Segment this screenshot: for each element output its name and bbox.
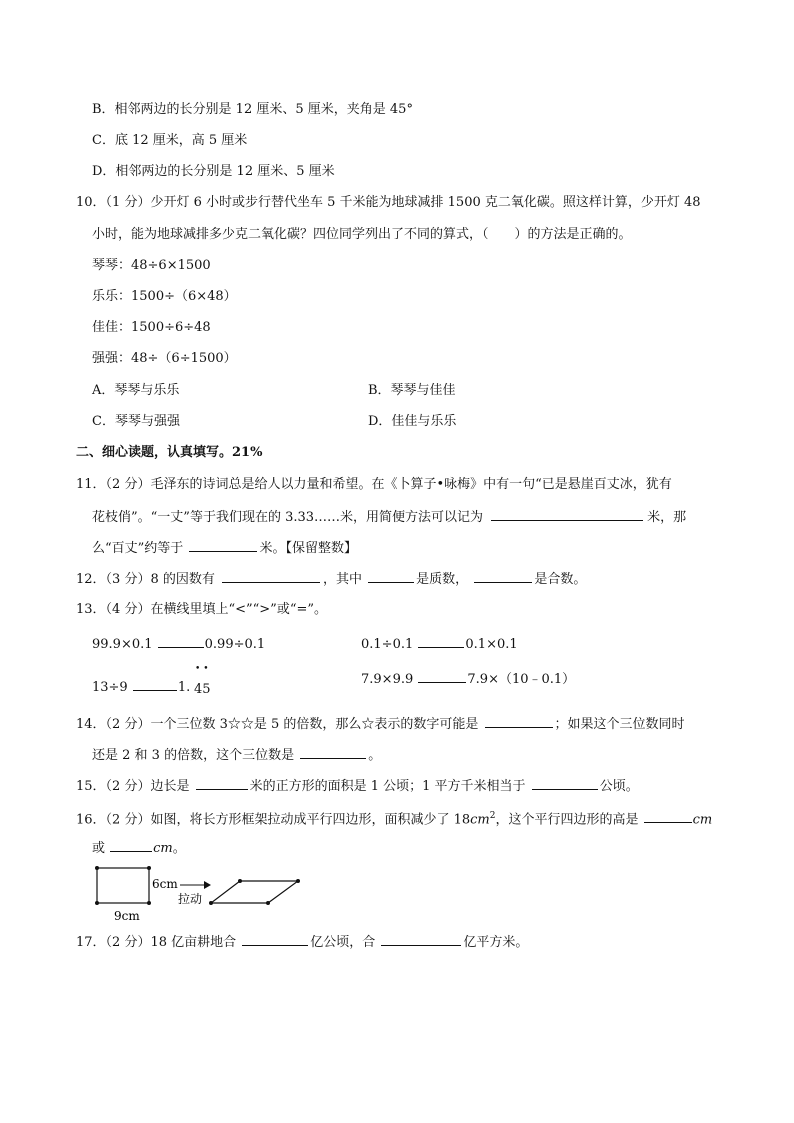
q16-line1 bbox=[76, 806, 712, 830]
q12-blank-2[interactable] bbox=[368, 568, 414, 583]
q16-area-unit: cm bbox=[470, 812, 490, 828]
parallelogram-vertex bbox=[209, 901, 213, 905]
q11-line2-text: 花枝俏”。“一丈”等于我们现在的 3.33……米，用简便方法可以记为 bbox=[92, 510, 484, 525]
q15-text-a: 15．（2 分）边长是 bbox=[76, 779, 190, 794]
q10-formula-qiangqiang: 强强：48÷（6÷1500） bbox=[92, 351, 237, 366]
q14-blank-1[interactable] bbox=[485, 713, 553, 728]
repeating-decimal-dots: •• bbox=[195, 664, 212, 674]
rectangle-vertex bbox=[147, 866, 151, 870]
q13-expr-2-left: 0.1÷0.1 bbox=[361, 637, 414, 652]
q13-title: 13．（4 分）在横线里填上“<”“>”或“=”。 bbox=[76, 602, 327, 617]
q12-blank-3[interactable] bbox=[474, 568, 532, 583]
q13-blank-2[interactable] bbox=[418, 633, 464, 648]
q13-expr-3-right: 1. bbox=[177, 680, 191, 695]
q10-stem-line1: 10．（1 分）少开灯 6 小时或步行替代坐车 5 千米能为地球减排 1500 克二氧化碳。照这样计算，少开灯 48 bbox=[76, 195, 701, 210]
q16-blank-1[interactable] bbox=[644, 808, 692, 823]
q17-blank-1[interactable] bbox=[242, 931, 308, 946]
figure-height-label: 6cm bbox=[152, 877, 178, 891]
q15-blank-2[interactable] bbox=[532, 775, 598, 790]
parallelogram-vertex bbox=[296, 879, 300, 883]
q11-line1: 11．（2 分）毛泽东的诗词总是给人以力量和希望。在《卜算子•咏梅》中有一句“已是悬崖百丈冰，犹有 bbox=[76, 477, 672, 492]
q12-blank-1[interactable] bbox=[222, 568, 320, 583]
section-2-heading: 二、细心读题，认真填写。21% bbox=[76, 445, 263, 460]
figure-width-label: 9cm bbox=[114, 909, 140, 923]
q15-line bbox=[76, 775, 639, 797]
q12-text-c: 是质数， bbox=[416, 572, 469, 587]
q11-line3-text: 么“百丈”约等于 bbox=[92, 541, 184, 556]
q14-blank-2[interactable] bbox=[300, 744, 366, 759]
q10-formula-qinqin: 琴琴：48÷6×1500 bbox=[92, 258, 211, 273]
q11-blank-2[interactable] bbox=[189, 537, 257, 552]
rectangle-to-parallelogram-figure bbox=[88, 860, 318, 924]
q15-text-b: 米的正方形的面积是 1 公顷；1 平方千米相当于 bbox=[249, 779, 526, 794]
q13-blank-1[interactable] bbox=[158, 633, 204, 648]
q12-line bbox=[76, 568, 586, 590]
q17-text-a: 17．（2 分）18 亿亩耕地合 bbox=[76, 935, 237, 950]
q16-line2 bbox=[92, 837, 186, 859]
rectangle-vertex bbox=[95, 901, 99, 905]
q9-option-b: B．相邻两边的长分别是 12 厘米、5 厘米，夹角是 45° bbox=[92, 102, 413, 117]
q15-blank-1[interactable] bbox=[196, 775, 248, 790]
q11-line3 bbox=[92, 537, 357, 559]
q14-line1-tail: ；如果这个三位数同时 bbox=[554, 717, 685, 732]
q10-stem-line2: 小时，能为地球减排多少克二氧化碳？四位同学列出了不同的算式，（ ）的方法是正确的。 bbox=[92, 227, 632, 242]
q13-expr-4 bbox=[361, 668, 575, 690]
q13-expr-3-left: 13÷9 bbox=[92, 680, 128, 695]
parallelogram-frame bbox=[211, 881, 298, 903]
q13-expr-1-right: 0.99÷0.1 bbox=[204, 637, 266, 652]
q13-expr-2-right: 0.1×0.1 bbox=[465, 637, 518, 652]
q12-text-d: 是合数。 bbox=[534, 572, 587, 587]
q10-formula-lele: 乐乐：1500÷（6×48） bbox=[92, 289, 237, 304]
q10-option-b: B．琴琴与佳佳 bbox=[368, 383, 456, 398]
q11-line2-tail: 米，那 bbox=[647, 510, 687, 525]
figure-action-label: 拉动 bbox=[178, 892, 203, 906]
q14-line1 bbox=[76, 713, 685, 735]
q13-expr-2 bbox=[361, 633, 518, 655]
q17-text-b: 亿公顷，合 bbox=[310, 935, 376, 950]
pull-arrow-icon bbox=[204, 881, 211, 889]
q13-repeating-digits: 45 bbox=[194, 682, 211, 697]
q13-expr-4-left: 7.9×9.9 bbox=[361, 672, 414, 687]
rectangle-frame bbox=[97, 868, 149, 903]
q12-text-b: ，其中 bbox=[323, 572, 363, 587]
q14-line2 bbox=[92, 744, 381, 766]
q16-unit-2: cm bbox=[153, 841, 173, 856]
q13-blank-4[interactable] bbox=[418, 668, 466, 683]
q13-expr-3 bbox=[92, 676, 190, 698]
q9-option-d: D．相邻两边的长分别是 12 厘米、5 厘米 bbox=[92, 164, 335, 179]
q16-area-unit-exponent: 2 bbox=[489, 811, 496, 821]
q14-line2-tail: 。 bbox=[368, 748, 382, 763]
q10-formula-jiajia: 佳佳：1500÷6÷48 bbox=[92, 320, 211, 335]
q16-blank-2[interactable] bbox=[110, 837, 152, 852]
q16-line2-text: 或 bbox=[92, 841, 106, 856]
q17-line bbox=[76, 931, 528, 953]
q14-line1-text: 14．（2 分）一个三位数 3☆☆是 5 的倍数，那么☆表示的数字可能是 bbox=[76, 717, 479, 732]
q15-text-c: 公顷。 bbox=[599, 779, 639, 794]
q16-unit-1: cm bbox=[692, 812, 713, 828]
q9-option-c: C．底 12 厘米，高 5 厘米 bbox=[92, 133, 248, 148]
q14-line2-text: 还是 2 和 3 的倍数，这个三位数是 bbox=[92, 748, 295, 763]
q11-line3-tail: 米。【保留整数】 bbox=[259, 541, 357, 556]
q11-blank-1[interactable] bbox=[491, 506, 643, 521]
parallelogram-vertex bbox=[238, 879, 242, 883]
q13-blank-3[interactable] bbox=[133, 676, 177, 691]
q12-text-a: 12．（3 分）8 的因数有 bbox=[76, 572, 215, 587]
q16-line1-mid: ，这个平行四边形的高是 bbox=[495, 812, 639, 828]
q17-text-c: 亿平方米。 bbox=[463, 935, 529, 950]
q10-option-d: D．佳佳与乐乐 bbox=[368, 414, 457, 429]
q17-blank-2[interactable] bbox=[381, 931, 461, 946]
q16-line2-tail: 。 bbox=[172, 841, 186, 856]
q13-expr-4-right: 7.9×（10﹣0.1） bbox=[467, 672, 576, 687]
q10-option-c: C．琴琴与强强 bbox=[92, 414, 180, 429]
q13-expr-1-left: 99.9×0.1 bbox=[92, 637, 153, 652]
rectangle-vertex bbox=[147, 901, 151, 905]
parallelogram-vertex bbox=[266, 901, 270, 905]
q11-line2 bbox=[92, 506, 686, 528]
rectangle-vertex bbox=[95, 866, 99, 870]
q13-expr-1 bbox=[92, 633, 265, 655]
q10-option-a: A．琴琴与乐乐 bbox=[92, 383, 180, 398]
q16-line1-text: 16．（2 分）如图，将长方形框架拉动成平行四边形，面积减少了 18 bbox=[76, 812, 471, 828]
